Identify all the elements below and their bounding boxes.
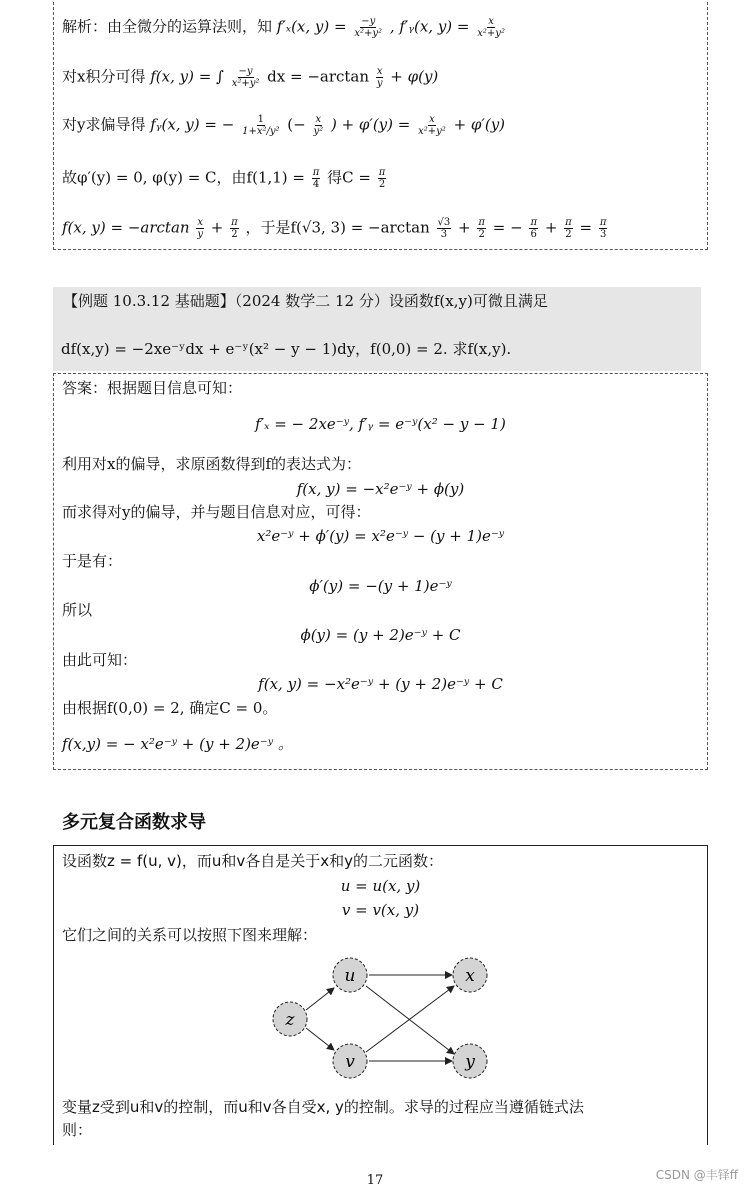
fraction: $\frac{x}{\text{x²+y²}}$ (418, 114, 446, 137)
answer-box (53, 373, 708, 770)
fraction: $\frac{-y}{\text{x²+y²}}$ (354, 16, 383, 39)
answer-line-6: x²e⁻ʸ + ϕ′(y) = x²e⁻ʸ − (y + 1)e⁻ʸ (256, 527, 505, 545)
node-v (333, 1044, 367, 1078)
analysis-line-3: 对y求偏导得 fᵧ(x, y) = − $\frac{1}{\text{1+x²/y²}}$ (− $\frac{x}{\text{y²}}$ ) + φ′(y) = $\frac{x}{\text{x²+y²}}$ + φ′(y) (62, 114, 506, 137)
answer-line-7: 于是有： (62, 552, 123, 570)
answer-line-14: f(x,y) = − x²e⁻ʸ + (y + 2)e⁻ʸ 。 (62, 735, 293, 753)
composite-box (53, 845, 708, 1145)
example-line-1: 【例题 10.3.12 基础题】（2024 数学二 12 分）设函数f(x,y)可微且满足 (63, 292, 548, 310)
fraction: $\frac{x}{y}$ (197, 217, 203, 240)
fraction: $\frac{x}{y}$ (376, 66, 383, 89)
svg-text:v: v (345, 1052, 355, 1072)
example-box (53, 287, 701, 371)
dependency-diagram (54, 950, 709, 1100)
svg-text:z: z (285, 1010, 295, 1030)
answer-line-4: f(x, y) = −x²e⁻ʸ + ϕ(y) (296, 480, 465, 498)
answer-line-1: 答案：根据题目信息可知： (62, 379, 243, 397)
fraction: $\frac{\pi}{6}$ (530, 217, 538, 240)
answer-line-2: f′ₓ = − 2xe⁻ʸ, f′ᵧ = e⁻ʸ(x² − y − 1) (255, 415, 506, 433)
analysis-box (53, 2, 708, 250)
watermark: CSDN @丰铎ff (655, 1168, 738, 1182)
edge-z-v (306, 1028, 334, 1050)
composite-line-3: v = v(x, y) (341, 901, 420, 919)
svg-text:u: u (344, 966, 356, 986)
section-title: 多元复合函数求导 (62, 812, 206, 833)
fraction: $\frac{√3}{3}$ (437, 217, 451, 240)
answer-line-3: 利用对x的偏导，求原函数得到f的表达式为： (62, 455, 362, 473)
answer-line-10: ϕ(y) = (y + 2)e⁻ʸ + C (300, 626, 461, 644)
analysis-line-5: f(x, y) = −arctan $\frac{x}{y}$ + $\frac{\pi}{2}$ ，于是f(√3, 3) = −arctan $\frac{√3}{3}$ + $\frac{\pi}{2}$ = − $\frac{\pi}{6}$ + $\frac{\pi}{2}$ = $\frac{\pi}{3}$ (62, 217, 607, 240)
fraction: $\frac{\pi}{2}$ (478, 217, 485, 240)
fraction: $\frac{1}{\text{1+x²/y²}}$ (242, 114, 280, 137)
node-x (453, 958, 487, 992)
edge-z-u (306, 988, 334, 1010)
fraction: $\frac{x}{\text{x²+y²}}$ (477, 16, 505, 39)
svg-text:y: y (465, 1052, 475, 1072)
answer-line-12: f(x, y) = −x²e⁻ʸ + (y + 2)e⁻ʸ + C (258, 675, 503, 693)
fraction: $\frac{\pi}{2}$ (231, 217, 238, 240)
analysis-line-4: 故φ′(y) = 0, φ(y) = C，由f(1,1) = $\frac{\pi}{4}$ 得C = $\frac{\pi}{2}$ (62, 167, 386, 190)
fraction: $\frac{\pi}{4}$ (312, 167, 320, 190)
answer-line-13: 由根据f(0,0) = 2, 确定C = 0。 (62, 699, 278, 717)
composite-line-5: 变量z受到u和v的控制，而u和v各自受x, y的控制。求导的过程应当遵循链式法 (62, 1098, 584, 1116)
fraction: $\frac{\pi}{2}$ (378, 167, 386, 190)
node-u (333, 958, 367, 992)
fraction: $\frac{-y}{\text{x²+y²}}$ (231, 66, 260, 89)
composite-line-2: u = u(x, y) (340, 877, 421, 895)
fraction: $\frac{\pi}{2}$ (565, 217, 572, 240)
composite-line-6: 则： (62, 1121, 93, 1139)
node-y (453, 1044, 487, 1078)
node-z (273, 1002, 307, 1036)
example-line-2: df(x,y) = −2xe⁻ʸdx + e⁻ʸ(x² − y − 1)dy，f(0,0) = 2. 求f(x,y). (61, 340, 512, 358)
svg-text:x: x (465, 966, 475, 986)
answer-line-5: 而求得对y的偏导，并与题目信息对应，可得： (62, 503, 371, 521)
answer-line-11: 由此可知： (62, 651, 138, 669)
analysis-line-1: 解析：由全微分的运算法则，知 f′ₓ(x, y) = $\frac{-y}{\text{x²+y²}}$ , f′ᵧ(x, y) = $\frac{x}{\text{x²+y²}}$ (62, 16, 505, 39)
fraction: $\frac{\pi}{3}$ (599, 217, 607, 240)
composite-line-1: 设函数z = f(u, v)，而u和v各自是关于x和y的二元函数： (62, 852, 444, 870)
answer-line-9: 所以 (62, 601, 93, 619)
composite-line-4: 它们之间的关系可以按照下图来理解： (62, 926, 318, 944)
answer-line-8: ϕ′(y) = −(y + 1)e⁻ʸ (309, 577, 452, 595)
page-number: 17 (366, 1173, 384, 1188)
analysis-line-2: 对x积分可得 f(x, y) = ∫ $\frac{-y}{\text{x²+y²}}$ dx = −arctan $\frac{x}{y}$ + φ(y) (62, 66, 439, 89)
fraction: $\frac{x}{\text{y²}}$ (313, 114, 324, 137)
